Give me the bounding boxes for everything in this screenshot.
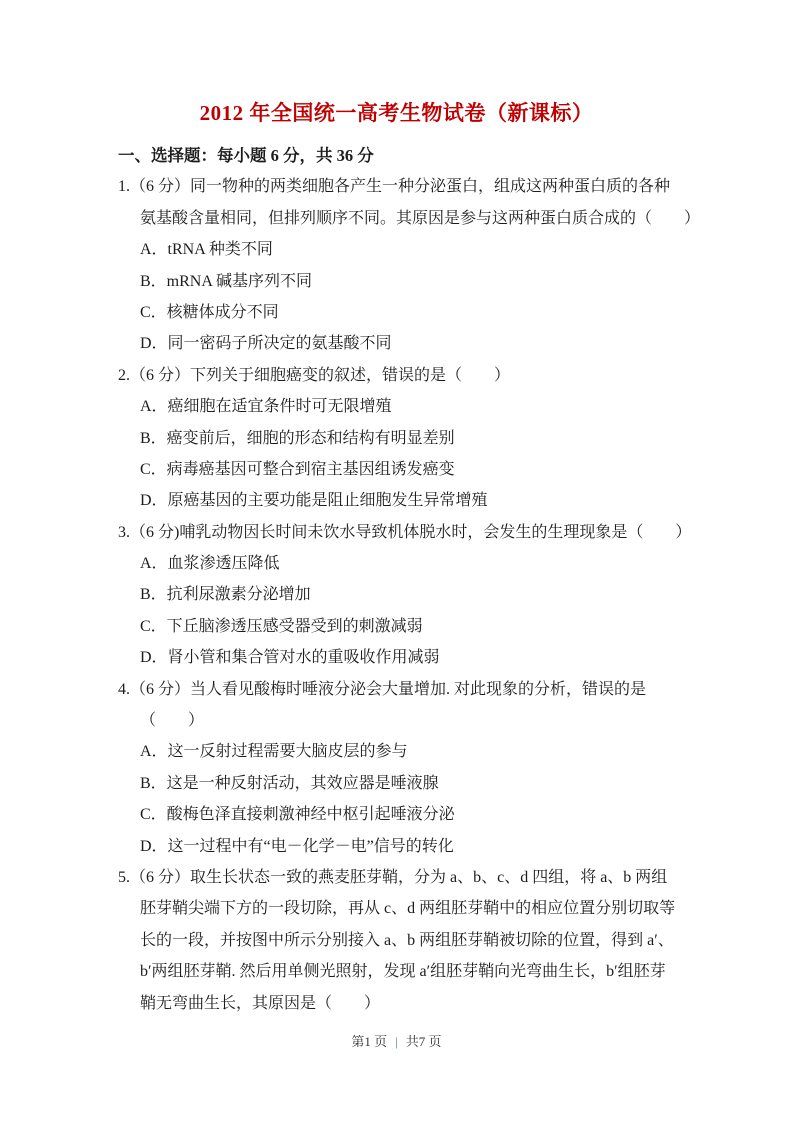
question-5 [118, 862, 693, 1019]
option-a: A．这一反射过程需要大脑皮层的参与 [140, 743, 408, 761]
option-d: D．同一密码子所决定的氨基酸不同 [140, 335, 392, 353]
footer-separator: | [395, 1034, 398, 1049]
question-text-line: 5.（6 分）取生长状态一致的燕麦胚芽鞘，分为 a、b、c、d 四组，将 a、b 两组 [118, 868, 668, 886]
question-text-line: 1.（6 分）同一物种的两类细胞各产生一种分泌蛋白，组成这两种蛋白质的各种 [118, 178, 671, 196]
option-b: B．mRNA 碱基序列不同 [140, 272, 313, 290]
option-c: C．核糖体成分不同 [140, 303, 279, 321]
page-footer [0, 1032, 793, 1052]
option-a: A．癌细胞在适宜条件时可无限增殖 [140, 398, 392, 416]
option-d: D．这一过程中有“电－化学－电”信号的转化 [140, 837, 454, 855]
section-header: 一、选择题：每小题 6 分，共 36 分 [118, 146, 374, 165]
question-text-line: 2.（6 分）下列关于细胞癌变的叙述，错误的是（ ） [118, 366, 511, 384]
question-text-line: 胚芽鞘尖端下方的一段切除，再从 c、d 两组胚芽鞘中的相应位置分别切取等 [140, 900, 676, 918]
question-2 [118, 360, 693, 517]
option-a: A．tRNA 种类不同 [140, 241, 273, 259]
question-text-line: 氨基酸含量相同，但排列顺序不同。其原因是参与这两种蛋白质合成的（ ） [140, 209, 701, 227]
option-c: C．病毒癌基因可整合到宿主基因组诱发癌变 [140, 460, 455, 478]
page-title: 2012 年全国统一高考生物试卷（新课标） [199, 101, 594, 125]
question-text-line: 长的一段，并按图中所示分别接入 a、b 两组胚芽鞘被切除的位置，得到 a′、 [140, 931, 674, 949]
total-pages: 共7 页 [405, 1034, 442, 1049]
option-b: B．这是一种反射活动，其效应器是唾液腺 [140, 774, 439, 792]
option-c: C．下丘脑渗透压感受器受到的刺激减弱 [140, 617, 423, 635]
option-b: B．癌变前后，细胞的形态和结构有明显差别 [140, 429, 455, 447]
question-1 [118, 171, 701, 359]
page-number: 第1 页 [351, 1034, 388, 1049]
question-text-line: 3.（6 分)哺乳动物因长时间未饮水导致机体脱水时，会发生的生理现象是（ ） [118, 523, 692, 541]
question-3 [118, 517, 693, 674]
option-d: D．原癌基因的主要功能是阻止细胞发生异常增殖 [140, 492, 488, 510]
question-text-line: 4.（6 分）当人看见酸梅时唾液分泌会大量增加. 对此现象的分析，错误的是 [118, 680, 647, 698]
question-text-line: （ ） [140, 712, 205, 730]
option-d: D．肾小管和集合管对水的重吸收作用减弱 [140, 649, 440, 667]
exam-content [118, 140, 701, 1019]
option-b: B．抗利尿激素分泌增加 [140, 586, 311, 604]
option-c: C．酸梅色泽直接刺激神经中枢引起唾液分泌 [140, 806, 455, 824]
question-text-line: 鞘无弯曲生长，其原因是（ ） [140, 994, 381, 1012]
question-4 [118, 674, 693, 862]
question-text-line: b′两组胚芽鞘. 然后用单侧光照射，发现 a′组胚芽鞘向光弯曲生长，b′组胚芽 [140, 963, 666, 981]
option-a: A．血浆渗透压降低 [140, 555, 280, 573]
